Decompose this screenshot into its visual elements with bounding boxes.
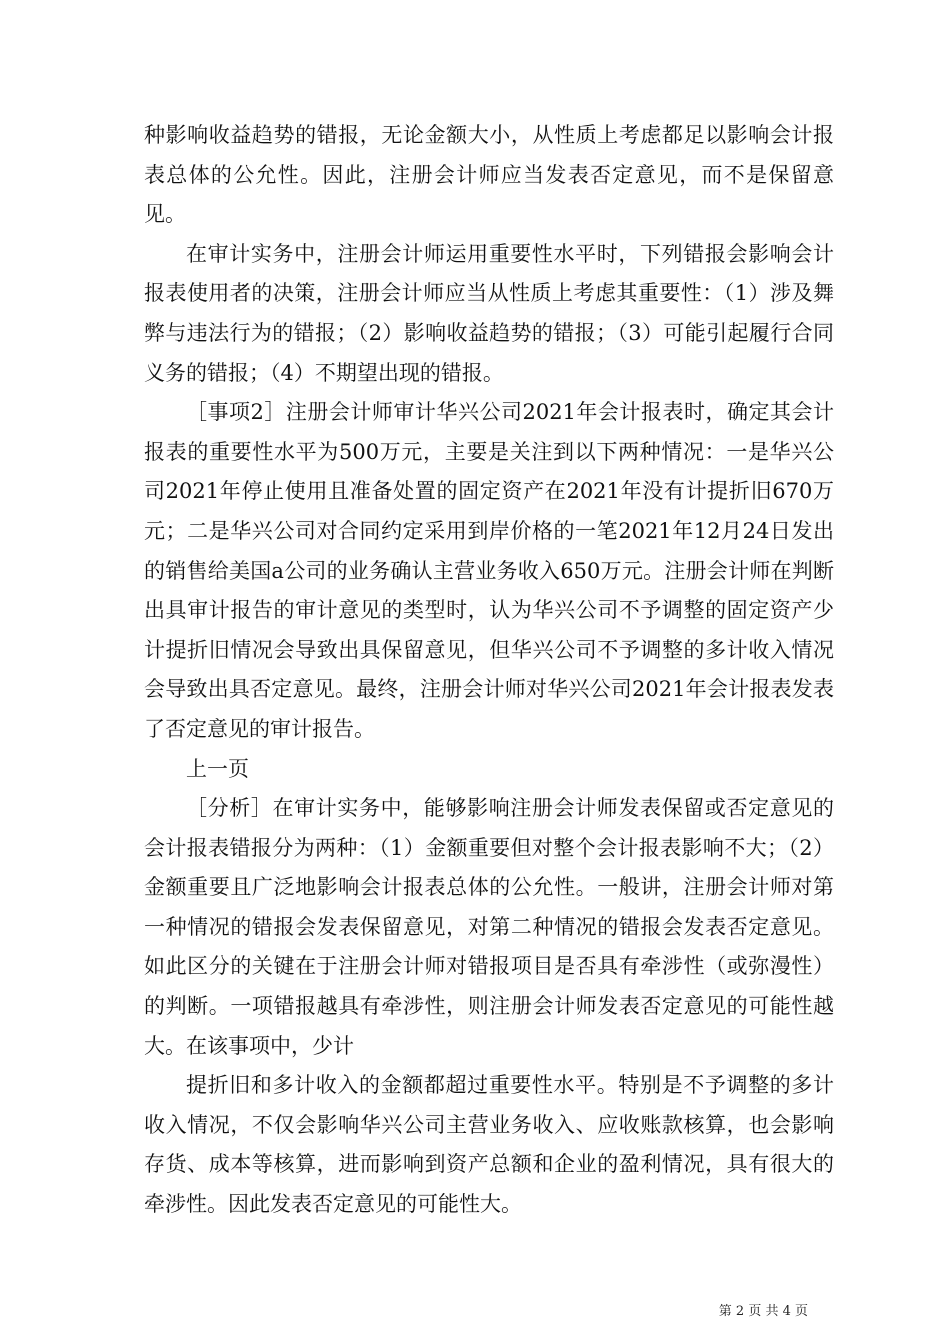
previous-page-text: 上一页: [186, 756, 249, 781]
paragraph-materiality: 在审计实务中，注册会计师运用重要性水平时，下列错报会影响会计报表使用者的决策，注册会计师应当从性质上考虑其重要性：（1）涉及舞弊与违法行为的错报；（2）影响收益趋势的错报；（3）可能引起履行合同义务的错报；（4）不期望出现的错报。: [144, 241, 834, 385]
document-body: [144, 116, 834, 1225]
paragraph-continuation: 种影响收益趋势的错报，无论金额大小，从性质上考虑都足以影响会计报表总体的公允性。因此，注册会计师应当发表否定意见，而不是保留意见。: [144, 123, 834, 227]
paragraph-conclusion: 提折旧和多计收入的金额都超过重要性水平。特别是不予调整的多计收入情况，不仅会影响华兴公司主营业务收入、应收账款核算，也会影响存货、成本等核算，进而影响到资产总额和企业的盈利情况，具有很大的牵涉性。因此发表否定意见的可能性大。: [144, 1073, 834, 1217]
paragraph-item-2: ［事项2］注册会计师审计华兴公司2021年会计报表时，确定其会计报表的重要性水平为500万元，主要是关注到以下两种情况：一是华兴公司2021年停止使用且准备处置的固定资产在2021年没有计提折旧670万元；二是华兴公司对合同约定采用到岸价格的一笔2021年12月24日发出的销售给美国a公司的业务确认主营业务收入650万元。注册会计师在判断出具审计报告的审计意见的类型时，认为华兴公司不予调整的固定资产少计提折旧情况会导致出具保留意见，但华兴公司不予调整的多计收入情况会导致出具否定意见。最终，注册会计师对华兴公司2021年会计报表发表了否定意见的审计报告。: [144, 400, 834, 741]
paragraph-analysis: ［分析］在审计实务中，能够影响注册会计师发表保留或否定意见的会计报表错报分为两种：（1）金额重要但对整个会计报表影响不大；（2）金额重要且广泛地影响会计报表总体的公允性。一般讲，注册会计师对第一种情况的错报会发表保留意见，对第二种情况的错报会发表否定意见。如此区分的关键在于注册会计师对错报项目是否具有牵涉性（或弥漫性）的判断。一项错报越具有牵涉性，则注册会计师发表否定意见的可能性越大。在该事项中，少计: [144, 796, 834, 1058]
page-footer: 第 2 页 共 4 页: [718, 1304, 808, 1319]
